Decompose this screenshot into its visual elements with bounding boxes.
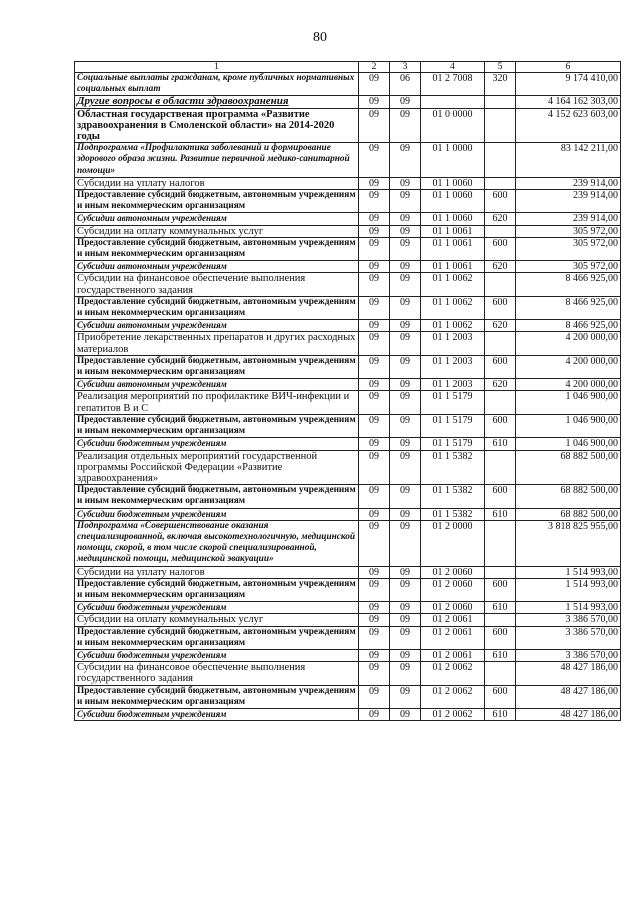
row-section: 09: [359, 578, 390, 601]
row-amount: 3 386 570,00: [516, 614, 621, 626]
table-row: [75, 649, 621, 661]
row-section: 09: [359, 438, 390, 450]
column-header-2: 2: [359, 62, 390, 73]
row-name: Реализация мероприятий по профилактике ВИЧ-инфекции и гепатитов В и С: [75, 391, 359, 414]
row-expense-type: 610: [485, 602, 516, 614]
row-section: 09: [359, 649, 390, 661]
row-amount: 1 514 993,00: [516, 566, 621, 578]
row-expense-type: [485, 273, 516, 296]
row-section: 09: [359, 662, 390, 685]
table-row: [75, 662, 621, 685]
row-expense-type: 620: [485, 213, 516, 225]
row-expense-type: [485, 332, 516, 355]
row-amount: 68 882 500,00: [516, 450, 621, 485]
row-amount: 239 914,00: [516, 190, 621, 213]
table-row: [75, 73, 621, 96]
table-row: [75, 108, 621, 143]
table-row: [75, 520, 621, 566]
row-name: Предоставление субсидий бюджетным, автономным учреждениям и иным некоммерческим организациям: [75, 414, 359, 437]
row-expense-type: [485, 108, 516, 143]
row-subsection: 09: [390, 273, 421, 296]
row-expense-type: 620: [485, 261, 516, 273]
row-target-article: 01 1 0060: [421, 177, 485, 189]
table-row: [75, 566, 621, 578]
row-target-article: 01 1 0000: [421, 143, 485, 178]
row-amount: 48 427 186,00: [516, 685, 621, 708]
row-name: Подпрограмма «Совершенствование оказания специализированной, включая высокотехнологичную, медицинской помощи, скорой, в том числе скорой специализированной, медицинской помощи, медицинской эвакуации»: [75, 520, 359, 566]
row-expense-type: [485, 520, 516, 566]
table-row: [75, 296, 621, 319]
column-header-4: 4: [421, 62, 485, 73]
row-target-article: 01 1 0062: [421, 296, 485, 319]
row-subsection: 06: [390, 73, 421, 96]
row-name: Предоставление субсидий бюджетным, автономным учреждениям и иным некоммерческим организациям: [75, 296, 359, 319]
row-subsection: 09: [390, 261, 421, 273]
row-amount: 4 200 000,00: [516, 332, 621, 355]
row-subsection: 09: [390, 213, 421, 225]
row-expense-type: [485, 143, 516, 178]
row-amount: 68 882 500,00: [516, 485, 621, 508]
row-subsection: 09: [390, 708, 421, 720]
row-target-article: 01 2 0062: [421, 662, 485, 685]
row-subsection: 09: [390, 237, 421, 260]
row-name: Субсидии автономным учреждениям: [75, 213, 359, 225]
table-row: [75, 355, 621, 378]
row-section: 09: [359, 108, 390, 143]
row-target-article: 01 2 0062: [421, 685, 485, 708]
row-name: Предоставление субсидий бюджетным, автономным учреждениям и иным некоммерческим организациям: [75, 685, 359, 708]
table-row: [75, 508, 621, 520]
table-row: [75, 273, 621, 296]
table-row: [75, 708, 621, 720]
row-expense-type: [485, 225, 516, 237]
row-target-article: 01 1 5179: [421, 414, 485, 437]
table-row: [75, 626, 621, 649]
row-expense-type: [485, 566, 516, 578]
row-section: 09: [359, 332, 390, 355]
row-expense-type: 610: [485, 438, 516, 450]
row-subsection: 09: [390, 508, 421, 520]
row-amount: 3 386 570,00: [516, 649, 621, 661]
row-subsection: 09: [390, 626, 421, 649]
row-amount: 1 046 900,00: [516, 438, 621, 450]
row-name: Субсидии автономным учреждениям: [75, 379, 359, 391]
row-subsection: 09: [390, 143, 421, 178]
row-amount: 305 972,00: [516, 225, 621, 237]
row-subsection: 09: [390, 485, 421, 508]
row-amount: 48 427 186,00: [516, 662, 621, 685]
row-name: Подпрограмма «Профилактика заболеваний и формирование здорового образа жизни. Развитие первичной медико-санитарной помощи»: [75, 143, 359, 178]
table-row: [75, 438, 621, 450]
row-section: 09: [359, 414, 390, 437]
row-target-article: 01 1 2003: [421, 332, 485, 355]
row-subsection: 09: [390, 438, 421, 450]
row-subsection: 09: [390, 602, 421, 614]
row-subsection: 09: [390, 578, 421, 601]
row-expense-type: 600: [485, 237, 516, 260]
row-expense-type: 600: [485, 485, 516, 508]
row-amount: 3 386 570,00: [516, 626, 621, 649]
row-target-article: 01 1 0062: [421, 273, 485, 296]
row-amount: 48 427 186,00: [516, 708, 621, 720]
row-section: 09: [359, 190, 390, 213]
row-target-article: 01 2 0060: [421, 602, 485, 614]
table-row: [75, 614, 621, 626]
row-section: 09: [359, 485, 390, 508]
table-row: [75, 96, 621, 108]
row-section: 09: [359, 450, 390, 485]
row-expense-type: [485, 96, 516, 108]
row-expense-type: [485, 391, 516, 414]
row-name: Предоставление субсидий бюджетным, автономным учреждениям и иным некоммерческим организациям: [75, 578, 359, 601]
row-subsection: 09: [390, 662, 421, 685]
row-name: Субсидии на финансовое обеспечение выполнения государственного задания: [75, 273, 359, 296]
row-expense-type: 600: [485, 578, 516, 601]
row-expense-type: 320: [485, 73, 516, 96]
table-row: [75, 602, 621, 614]
row-target-article: 01 2 0060: [421, 566, 485, 578]
row-name: Субсидии на оплату коммунальных услуг: [75, 225, 359, 237]
row-subsection: 09: [390, 450, 421, 485]
row-target-article: 01 2 0061: [421, 614, 485, 626]
row-amount: 9 174 410,00: [516, 73, 621, 96]
row-section: 09: [359, 379, 390, 391]
row-amount: 3 818 825 955,00: [516, 520, 621, 566]
row-amount: 305 972,00: [516, 237, 621, 260]
row-target-article: 01 2 0000: [421, 520, 485, 566]
row-subsection: 09: [390, 225, 421, 237]
row-target-article: 01 2 0061: [421, 649, 485, 661]
table-row: [75, 578, 621, 601]
row-section: 09: [359, 355, 390, 378]
row-target-article: 01 1 0062: [421, 320, 485, 332]
row-name: Субсидии бюджетным учреждениям: [75, 508, 359, 520]
row-target-article: 01 2 0060: [421, 578, 485, 601]
table-row: [75, 143, 621, 178]
row-section: 09: [359, 708, 390, 720]
row-name: Другие вопросы в области здравоохранения: [75, 96, 359, 108]
row-expense-type: [485, 177, 516, 189]
row-subsection: 09: [390, 566, 421, 578]
table-row: [75, 379, 621, 391]
row-amount: 239 914,00: [516, 213, 621, 225]
row-target-article: [421, 96, 485, 108]
row-expense-type: 620: [485, 379, 516, 391]
row-amount: 8 466 925,00: [516, 296, 621, 319]
column-header-1: 1: [75, 62, 359, 73]
row-target-article: 01 1 0061: [421, 225, 485, 237]
row-subsection: 09: [390, 614, 421, 626]
row-amount: 1 046 900,00: [516, 391, 621, 414]
row-subsection: 09: [390, 649, 421, 661]
row-name: Предоставление субсидий бюджетным, автономным учреждениям и иным некоммерческим организациям: [75, 355, 359, 378]
row-name: Субсидии бюджетным учреждениям: [75, 708, 359, 720]
row-section: 09: [359, 614, 390, 626]
row-target-article: 01 1 2003: [421, 355, 485, 378]
row-expense-type: 600: [485, 190, 516, 213]
row-section: 09: [359, 143, 390, 178]
row-name: Субсидии на уплату налогов: [75, 566, 359, 578]
row-section: 09: [359, 296, 390, 319]
row-subsection: 09: [390, 685, 421, 708]
column-header-6: 6: [516, 62, 621, 73]
row-section: 09: [359, 320, 390, 332]
row-subsection: 09: [390, 96, 421, 108]
row-expense-type: 600: [485, 685, 516, 708]
row-amount: 239 914,00: [516, 177, 621, 189]
table-row: [75, 450, 621, 485]
row-section: 09: [359, 685, 390, 708]
table-row: [75, 414, 621, 437]
row-expense-type: 610: [485, 508, 516, 520]
row-expense-type: 600: [485, 414, 516, 437]
row-expense-type: 600: [485, 296, 516, 319]
row-name: Предоставление субсидий бюджетным, автономным учреждениям и иным некоммерческим организациям: [75, 626, 359, 649]
table-row: [75, 213, 621, 225]
row-subsection: 09: [390, 391, 421, 414]
table-row: [75, 237, 621, 260]
row-section: 09: [359, 391, 390, 414]
row-amount: 8 466 925,00: [516, 320, 621, 332]
row-section: 09: [359, 566, 390, 578]
table-row: [75, 391, 621, 414]
table-row: [75, 225, 621, 237]
row-subsection: 09: [390, 190, 421, 213]
row-target-article: 01 2 0062: [421, 708, 485, 720]
row-amount: 1 514 993,00: [516, 602, 621, 614]
row-amount: 4 200 000,00: [516, 355, 621, 378]
row-name: Субсидии бюджетным учреждениям: [75, 602, 359, 614]
row-amount: 1 514 993,00: [516, 578, 621, 601]
table-row: [75, 685, 621, 708]
row-subsection: 09: [390, 296, 421, 319]
table-row: [75, 261, 621, 273]
row-subsection: 09: [390, 332, 421, 355]
row-name: Предоставление субсидий бюджетным, автономным учреждениям и иным некоммерческим организациям: [75, 190, 359, 213]
row-section: 09: [359, 261, 390, 273]
row-amount: 305 972,00: [516, 261, 621, 273]
row-amount: 68 882 500,00: [516, 508, 621, 520]
page-number: 80: [313, 30, 327, 45]
row-target-article: 01 1 5179: [421, 391, 485, 414]
table-row: [75, 320, 621, 332]
row-name: Приобретение лекарственных препаратов и других расходных материалов: [75, 332, 359, 355]
row-subsection: 09: [390, 520, 421, 566]
row-target-article: 01 1 0061: [421, 237, 485, 260]
row-target-article: 01 1 0061: [421, 261, 485, 273]
table-row: [75, 190, 621, 213]
row-target-article: 01 2 0061: [421, 626, 485, 649]
row-expense-type: 600: [485, 355, 516, 378]
row-name: Субсидии на оплату коммунальных услуг: [75, 614, 359, 626]
row-amount: 4 200 000,00: [516, 379, 621, 391]
row-name: Предоставление субсидий бюджетным, автономным учреждениям и иным некоммерческим организациям: [75, 237, 359, 260]
header-row: [75, 62, 621, 73]
row-target-article: 01 0 0000: [421, 108, 485, 143]
row-expense-type: 600: [485, 626, 516, 649]
row-subsection: 09: [390, 108, 421, 143]
row-section: 09: [359, 225, 390, 237]
row-amount: 4 164 162 303,00: [516, 96, 621, 108]
row-expense-type: [485, 662, 516, 685]
table-row: [75, 177, 621, 189]
table-row: [75, 485, 621, 508]
row-subsection: 09: [390, 379, 421, 391]
row-expense-type: 610: [485, 649, 516, 661]
row-section: 09: [359, 626, 390, 649]
row-subsection: 09: [390, 414, 421, 437]
row-target-article: 01 1 5382: [421, 485, 485, 508]
row-target-article: 01 1 5382: [421, 450, 485, 485]
row-expense-type: [485, 450, 516, 485]
row-name: Субсидии на финансовое обеспечение выполнения государственного задания: [75, 662, 359, 685]
row-name: Субсидии на уплату налогов: [75, 177, 359, 189]
row-name: Реализация отдельных мероприятий государственной программы Российской Федерации «Развитие здравоохранения»: [75, 450, 359, 485]
row-name: Субсидии автономным учреждениям: [75, 320, 359, 332]
column-header-3: 3: [390, 62, 421, 73]
row-name: Социальные выплаты гражданам, кроме публичных нормативных социальных выплат: [75, 73, 359, 96]
row-amount: 83 142 211,00: [516, 143, 621, 178]
row-target-article: 01 2 7008: [421, 73, 485, 96]
row-name: Предоставление субсидий бюджетным, автономным учреждениям и иным некоммерческим организациям: [75, 485, 359, 508]
row-amount: 1 046 900,00: [516, 414, 621, 437]
row-expense-type: [485, 614, 516, 626]
row-section: 09: [359, 520, 390, 566]
row-subsection: 09: [390, 177, 421, 189]
row-section: 09: [359, 177, 390, 189]
row-subsection: 09: [390, 320, 421, 332]
budget-table: [74, 61, 621, 721]
row-section: 09: [359, 508, 390, 520]
row-target-article: 01 1 0060: [421, 190, 485, 213]
table-row: [75, 332, 621, 355]
row-section: 09: [359, 73, 390, 96]
row-name: Субсидии бюджетным учреждениям: [75, 649, 359, 661]
row-expense-type: 610: [485, 708, 516, 720]
column-header-5: 5: [485, 62, 516, 73]
row-section: 09: [359, 237, 390, 260]
row-section: 09: [359, 96, 390, 108]
row-amount: 8 466 925,00: [516, 273, 621, 296]
row-name: Субсидии автономным учреждениям: [75, 261, 359, 273]
row-target-article: 01 1 2003: [421, 379, 485, 391]
row-target-article: 01 1 0060: [421, 213, 485, 225]
row-expense-type: 620: [485, 320, 516, 332]
row-target-article: 01 1 5179: [421, 438, 485, 450]
row-name: Субсидии бюджетным учреждениям: [75, 438, 359, 450]
row-amount: 4 152 623 603,00: [516, 108, 621, 143]
row-name: Областная государственая программа «Развитие здравоохранения в Смоленской области» на 2014-2020 годы: [75, 108, 359, 143]
row-target-article: 01 1 5382: [421, 508, 485, 520]
row-subsection: 09: [390, 355, 421, 378]
row-section: 09: [359, 273, 390, 296]
row-section: 09: [359, 213, 390, 225]
row-section: 09: [359, 602, 390, 614]
